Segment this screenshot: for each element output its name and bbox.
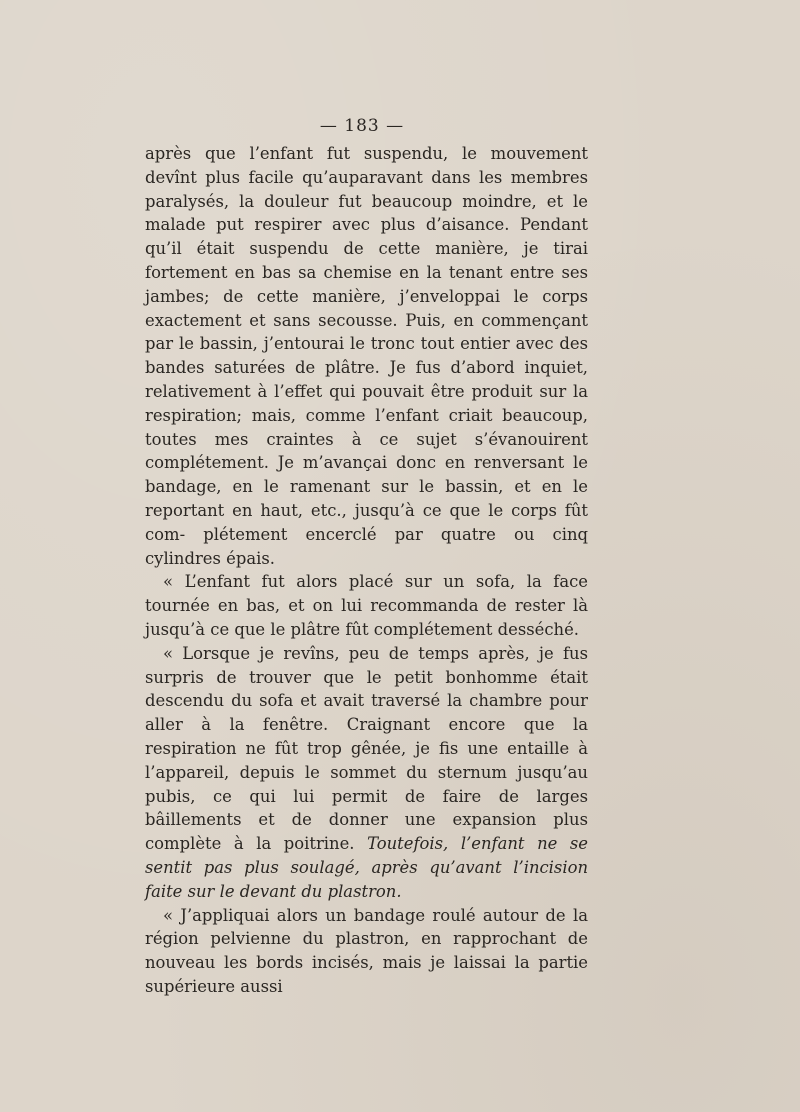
paragraph-1 — [145, 142, 588, 570]
paragraph-3 — [145, 642, 588, 904]
paragraph-1-text: après que l’enfant fut suspendu, le mouvement devînt plus facile qu’auparavant dans les membres paralysés, la douleur fut beaucoup moindre, et le malade put respirer avec plus d’aisance. Pendant qu’il était suspendu de cette manière, je tirai fortement en bas sa chemise en la tenant entre ses jambes; de cette manière, j’enveloppai le corps exactement et sans secousse. Puis, en commençant par le bassin, j’entourai le tronc tout entier avec des bandes saturées de plâtre. Je fus d’abord inquiet, relativement à l’effet qui pouvait être produit sur la respiration; mais, comme l’enfant criait beaucoup, toutes mes craintes à ce sujet s’évanouirent complétement. Je m’avançai donc en renversant le bandage, en le ramenant sur le bassin, et en le reportant en haut, etc., jusqu’à ce que le corps fût com- plétement encerclé par quatre ou cinq cylindres épais. — [145, 144, 588, 568]
paragraph-2-text: « L’enfant fut alors placé sur un sofa, la face tournée en bas, et on lui recommanda de rester là jusqu’à ce que le plâtre fût complétement desséché. — [145, 572, 588, 639]
page-number: — 183 — — [319, 116, 405, 136]
paragraph-2 — [145, 570, 588, 641]
body-text — [145, 142, 588, 999]
paragraph-4 — [145, 904, 588, 999]
paragraph-3-text: « Lorsque je revîns, peu de temps après, je fus surpris de trouver que le petit bonhomme était descendu du sofa et avait traversé la chambre pour aller à la fenêtre. Craignant encore que la respiration ne fût trop gênée, je fis une entaille à l’appareil, depuis le sommet du sternum jusqu’au pubis, ce qui lui permit de faire de larges bâillements et de donner une expansion plus complète à la poitrine. — [145, 643, 588, 854]
paragraph-3-italic-text: Toutefois, l’enfant ne se sentit pas plus soulagé, après qu’avant l’incision faite sur le devant du plastron. — [145, 834, 589, 901]
paragraph-4-text: « J’appliquai alors un bandage roulé autour de la région pelvienne du plastron, en rapprochant de nouveau les bords incisés, mais je laissai la partie supérieure aussi — [145, 905, 588, 996]
